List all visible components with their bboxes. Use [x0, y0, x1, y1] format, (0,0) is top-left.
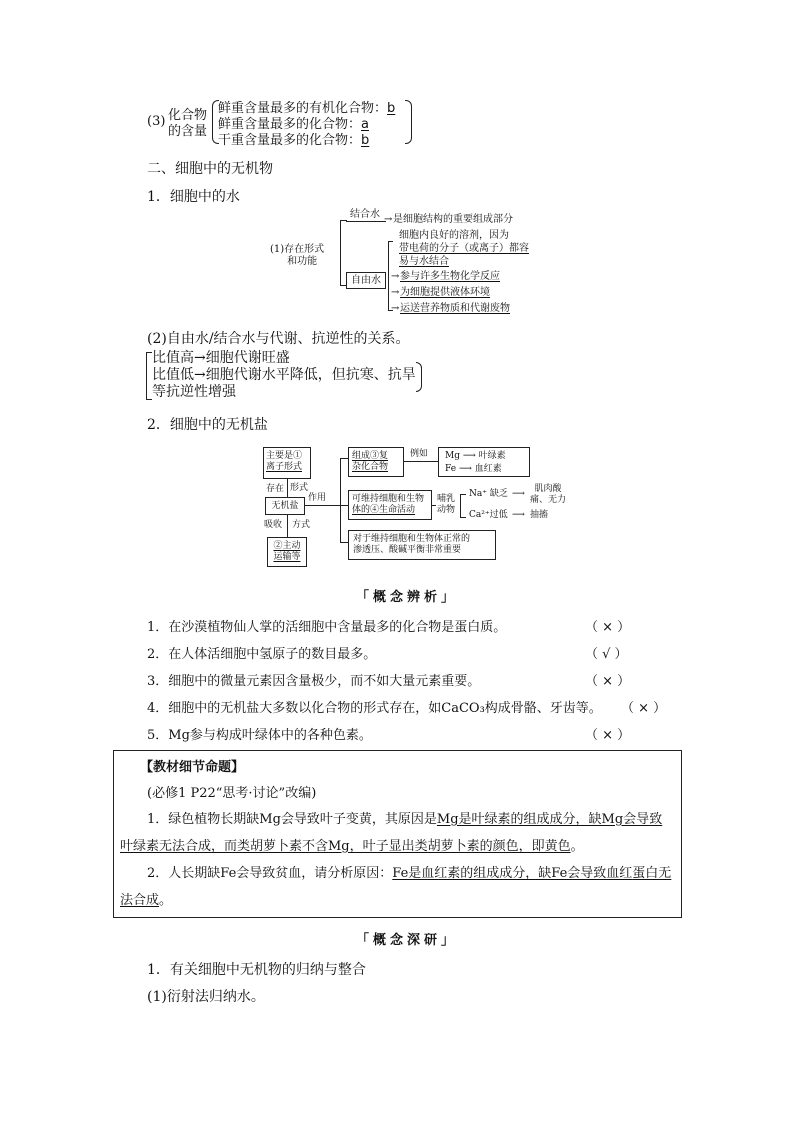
analysis-text-4: 4．细胞中的无机盐大多数以化合物的形式存在，如CaCO₃构成骨骼、牙齿等。 — [147, 701, 602, 716]
bound-water-underline — [346, 221, 386, 222]
ratio-low-1: 比值低→细胞代谢水平降低，但抗寒、抗旱 — [152, 367, 416, 383]
mg-label: Mg — [445, 451, 460, 461]
textbook-q1-answer-b: 致叶绿素无法合成，而类胡萝卜素不含Mg，叶子显出类胡萝卜素的颜色，即黄色 — [120, 812, 663, 854]
concept-analysis-title: 「概念辨析」 — [356, 590, 459, 605]
ca-label: Ca²⁺过低 — [469, 510, 508, 520]
osmotic-2: 渗透压、酸碱平衡非常重要 — [353, 545, 462, 555]
fe-arrow: ⟶ — [458, 464, 475, 474]
free-water-box — [346, 272, 386, 289]
free-water-label: 自由水 — [351, 275, 381, 286]
mg-arrow: ⟶ — [462, 451, 479, 461]
sec3-label-top: 化合物 — [168, 108, 208, 123]
sec3-line-3-text: 干重含量最多的化合物： — [218, 133, 362, 148]
na-label: Na⁺ 缺乏 — [469, 489, 508, 499]
textbook-q2-end: 。 — [159, 893, 173, 908]
active-transport-1: ②主动 — [273, 541, 301, 551]
free-water-fn-2: 参与许多生物化学反应 — [400, 271, 500, 282]
fe-row — [445, 463, 523, 476]
bound-water-label: 结合水 — [350, 209, 380, 220]
textbook-q1-prefix: 1．绿色植物长期缺Mg会导致叶子变黄，其原因是 — [147, 812, 437, 827]
analysis-item-3 — [147, 670, 657, 689]
deep-item-1: 1．有关细胞中无机物的归纳与整合 — [147, 962, 366, 978]
role-line-bot — [340, 542, 348, 543]
analysis-item-5 — [147, 724, 657, 743]
form-label: 形式 — [290, 483, 309, 493]
free-water-fn-1a: 细胞内良好的溶剂，因为 — [399, 230, 509, 241]
ion-to-salt-line — [287, 479, 288, 497]
ratio-high: 比值高→细胞代谢旺盛 — [152, 350, 290, 366]
example-box — [438, 447, 530, 477]
role-line-mid — [340, 505, 348, 506]
sec3-answer-2: a — [361, 117, 369, 132]
example-line — [404, 461, 438, 462]
mammal-1: 哺乳 — [437, 494, 456, 504]
role-label: 作用 — [308, 493, 327, 503]
sec3-answer-3: b — [361, 133, 370, 148]
maintain-2: 体的④生命活动 — [352, 505, 416, 515]
textbook-q1-end: 。 — [570, 839, 584, 854]
salt-heading: 2．细胞中的无机盐 — [147, 417, 268, 433]
bound-water-arrow: → — [384, 214, 393, 225]
absorb-label: 吸收 — [264, 520, 283, 530]
salt-to-active-line — [287, 515, 288, 537]
textbook-q2-answer-a: Fe是血红素的组成成分，缺Fe会导致血红 — [392, 866, 633, 881]
water-form-label-2: 和功能 — [287, 256, 318, 267]
textbook-heading: 【教材细节命题】 — [140, 760, 245, 775]
ratio-heading: (2)自由水/结合水与代谢、抗逆性的关系。 — [147, 331, 410, 347]
free-arrow-4: → — [391, 303, 400, 314]
analysis-mark-2: （ √ ） — [585, 647, 628, 662]
salt-to-role-line — [305, 505, 340, 506]
ion-form-2: 离子形式 — [266, 462, 303, 472]
water-form-label-1: (1)存在形式 — [270, 244, 325, 255]
ratio-right-brace — [416, 362, 422, 392]
fe-target: 血红素 — [474, 464, 502, 474]
sec3-label-bottom: 的含量 — [168, 124, 208, 139]
na-effect-1: 肌肉酸 — [534, 484, 562, 494]
deep-item-1-sub: (1)衍射法归纳水。 — [147, 989, 265, 1005]
maintain-line — [432, 505, 436, 506]
role-vertical-line — [340, 458, 341, 542]
active-transport-2: 运输等 — [273, 552, 301, 562]
analysis-text-3: 3．细胞中的微量元素因含量极少，而不如大量元素重要。 — [147, 674, 481, 689]
ion-form-box — [263, 447, 311, 479]
mg-row — [445, 450, 523, 463]
free-water-fn-4: 运送营养物质和代谢废物 — [400, 303, 510, 314]
analysis-text-5: 5．Mg参与构成叶绿体中的各种色素。 — [147, 728, 372, 743]
role-line-top — [340, 458, 348, 459]
na-arrow: ⟶ — [512, 489, 525, 499]
textbook-q2-prefix: 2．人长期缺Fe会导致贫血，请分析原因： — [147, 866, 393, 881]
active-transport-box — [267, 537, 307, 567]
textbook-q2-answer-b: 蛋白无法合成 — [120, 866, 672, 908]
sec3-line-2-text: 鲜重含量最多的化合物： — [218, 117, 362, 132]
mg-target: 叶绿素 — [478, 451, 506, 461]
inorganic-salt-box — [265, 497, 305, 515]
osmotic-box — [348, 530, 496, 560]
free-arrow-3: → — [391, 287, 400, 298]
ca-effect: 抽搐 — [530, 510, 549, 520]
analysis-mark-1: （ × ） — [585, 620, 631, 635]
analysis-item-1 — [147, 616, 657, 635]
compose-2: 杂化合物 — [352, 462, 389, 472]
maintain-box — [348, 490, 432, 520]
ratio-low-2: 等抗逆性增强 — [152, 384, 236, 400]
textbook-q1-answer-a: Mg是叶绿素的组成成分，缺Mg会导 — [436, 812, 650, 827]
ratio-block — [152, 350, 416, 401]
sec3-line-1-text: 鲜重含量最多的有机化合物： — [218, 101, 388, 116]
compose-1: 组成③复 — [352, 451, 389, 461]
section-two-heading: 二、细胞中的无机物 — [147, 161, 273, 177]
ca-arrow: ⟶ — [512, 510, 525, 520]
sec3-right-brace — [405, 100, 412, 144]
analysis-mark-4: （ × ） — [621, 701, 667, 716]
bound-water-function: 是细胞结构的重要组成部分 — [393, 214, 513, 225]
analysis-text-2: 2．在人体活细胞中氢原子的数目最多。 — [147, 647, 377, 662]
maintain-1: 可维持细胞和生物 — [352, 494, 425, 504]
free-water-fn-3: 为细胞提供液体环境 — [400, 287, 490, 298]
textbook-source: (必修1 P22“思考·讨论”改编) — [147, 786, 317, 801]
sec3-number: (3) — [147, 114, 166, 129]
mammal-2: 动物 — [437, 505, 456, 515]
fe-label: Fe — [445, 464, 457, 474]
sec3-answer-1: b — [387, 101, 396, 116]
method-label: 方式 — [292, 520, 311, 530]
example-label: 例如 — [410, 449, 429, 459]
free-water-fn-1c: 易与水结合 — [399, 256, 449, 267]
free-water-fn-1 — [399, 229, 529, 268]
free-arrow-2: → — [391, 271, 400, 282]
exist-label: 存在 — [266, 484, 285, 494]
textbook-q1 — [120, 806, 675, 860]
inorganic-salt-label: 无机盐 — [271, 501, 299, 511]
analysis-item-4 — [147, 697, 677, 716]
concept-deep-title: 「概念深研」 — [356, 933, 459, 948]
water-form-label — [270, 244, 324, 268]
analysis-item-2 — [147, 643, 657, 662]
water-heading: 1．细胞中的水 — [147, 189, 240, 205]
analysis-mark-5: （ × ） — [585, 728, 631, 743]
textbook-q2 — [120, 860, 675, 914]
mammal-brace — [460, 494, 466, 518]
analysis-text-1: 1．在沙漠植物仙人掌的活细胞中含量最多的化合物是蛋白质。 — [147, 620, 507, 635]
ion-form-1: 主要是① — [266, 451, 303, 461]
sec3-line-3 — [218, 129, 369, 148]
compose-box — [348, 447, 404, 477]
osmotic-1: 对于维持细胞和生物体正常的 — [353, 534, 471, 544]
na-effect — [530, 484, 566, 506]
mammal-label — [437, 494, 455, 516]
analysis-mark-3: （ × ） — [585, 674, 631, 689]
na-effect-2: 痛、无力 — [530, 495, 567, 505]
free-water-fn-1b: 带电荷的分子（或离子）都容 — [399, 243, 529, 254]
